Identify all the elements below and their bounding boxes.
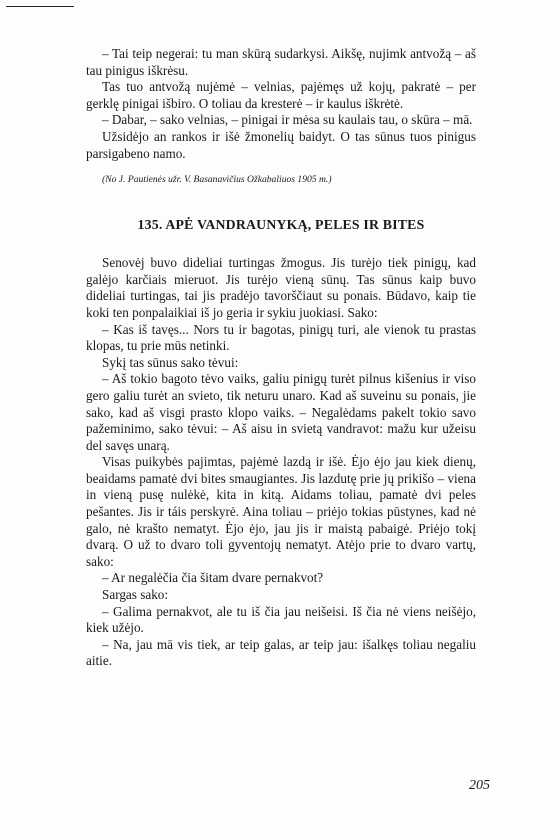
previous-story-paragraph: Užsidėjo an rankos ir išė žmonelių baidyt. O tas sūnus tuos pinigus parsigabeno namo. xyxy=(86,128,476,161)
story-paragraph: Sargas sako: xyxy=(102,587,169,603)
previous-story-paragraph: – Tai teip negerai: tu man skūrą sudarkysi. Aikšę, nujimk antvožą – aš tau pinigus iškrėsu. xyxy=(86,46,476,78)
page-number: 205 xyxy=(469,778,490,793)
previous-story-paragraph: – Dabar, – sako velnias, – pinigai ir mėsa su kaulais tau, o skūra – mā. xyxy=(102,112,473,128)
source-note: (No J. Pautienės užr. V. Basanavičius Ožkabaliuos 1905 m.) xyxy=(102,174,332,186)
story-paragraph: – Kas iš tavęs... Nors tu ir bagotas, pinigų turi, ale vienok tu prastas klopas, tu prie mūs netinki. xyxy=(86,321,476,354)
story-title: 135. APĖ VANDRAUNYKĄ, PELES IR BITES xyxy=(137,217,425,233)
story-paragraph: – Ar negalėčia čia šitam dvare pernakvot? xyxy=(102,570,324,586)
story-paragraph: – Galima pernakvot, ale tu iš čia jau neišeisi. Iš čia nė viens neišėjo, kiek užėjo. xyxy=(86,603,476,636)
book-page xyxy=(86,46,476,670)
story-paragraph: Sykį tas sūnus sako tėvui: xyxy=(102,354,239,370)
story-paragraph: Visas puikybės pajimtas, pajėmė lazdą ir išė. Ėjo ėjo jau kiek dienų, beaidams pamatė dvi bites smaugiantes. Jis lazdutę prie jų prikišo – viena in vieną pusę nulėkė, kita in kitą. Aidams toliau, pamatė dvi peles pešantes. Jis ir táis perskyrė. Aina toliau – priėjo tokias pūstynes, kad nė galo, nė krašto nematyt. Ėjo ėjo, jau jis ir maistą pabaigė. Priėjo tokį dvarą. O už to dvaro toli gyventojų nematyt. Atėjo prie to dvaro vartų, sako: xyxy=(86,454,476,569)
story-paragraph: – Na, jau mā vis tiek, ar teip galas, ar teip jau: išalkęs toliau negaliu aitie. xyxy=(86,636,476,669)
top-rule xyxy=(6,6,74,7)
previous-story-paragraph: Tas tuo antvožą nujėmė – velnias, pajėmęs už kojų, pakratė – per gerklę pinigai išbiro. O toliau da kresterė – ir kaulus iškrėtė. xyxy=(86,79,476,111)
story-paragraph: Senovėj buvo dideliai turtingas žmogus. Jis turėjo tiek pinigų, kad galėjo karčiais mieruot. Jis turėjo vieną sūnų. Tas sūnus kaip buvo dideliai turtingas, tai jis pradėjo tavorščiaut su ponais. Būdavo, kaip tie koki ten ponpalaikiai iš jo geria ir sykiu juokiasi. Sako: xyxy=(86,255,476,320)
story-paragraph: – Aš tokio bagoto tėvo vaiks, galiu pinigų turėt pilnus kišenius ir viso gero galiu turėt an svieto, tik neturu unaro. Kad aš suveinu su ponais, jie sako, kad aš visgi prasto klopo vaiks. – Negalėdams pakelt tokio savo pažeminimo, sako tėvui: – Aš aisu in svietą vandravot: mažu kur užeisu del savęs unarą. xyxy=(86,371,476,453)
